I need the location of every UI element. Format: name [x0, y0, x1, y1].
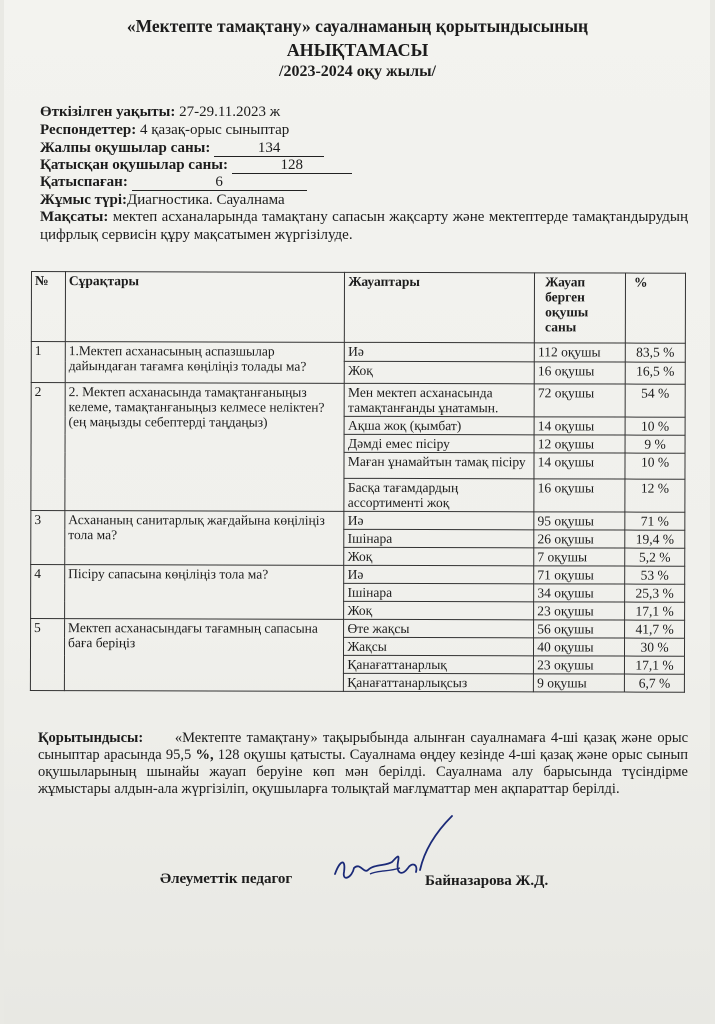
meta-absent	[40, 173, 307, 192]
meta-work-type-value: Диагностика. Сауалнама	[127, 192, 285, 208]
answer-count: 23 оқушы	[534, 656, 625, 674]
meta-total-label: Жалпы оқушылар саны:	[40, 140, 211, 156]
question-number: 1	[31, 342, 65, 383]
answer-percent: 10 %	[625, 453, 685, 479]
answer-option: Қанағаттанарлық	[344, 655, 534, 673]
meta-total-value: 134	[214, 140, 324, 157]
answer-option: Ішінара	[344, 529, 534, 547]
answer-option: Жоқ	[344, 601, 534, 619]
answer-option: Қанағаттанарлықсыз	[344, 673, 534, 691]
answer-count: 95 оқушы	[534, 512, 625, 530]
table-row	[31, 342, 685, 363]
conclusion-percent: %,	[195, 747, 214, 763]
answer-percent: 53 %	[625, 566, 685, 584]
meta-purpose-label: Мақсаты:	[40, 209, 109, 225]
document-title-line3: /2023-2024 оқу жылы/	[279, 63, 436, 80]
question-number: 3	[31, 511, 65, 565]
meta-respondents	[40, 121, 289, 140]
document-title-line2: АНЫҚТАМАСЫ	[286, 40, 429, 60]
table-row	[31, 383, 685, 418]
conclusion-label: Қорытындысы:	[38, 730, 144, 746]
answer-percent: 19,4 %	[625, 530, 685, 548]
answer-count: 71 оқушы	[534, 566, 625, 584]
signatory-role: Әлеуметтік педагог	[160, 871, 293, 887]
answer-count: 16 оқушы	[534, 362, 625, 384]
answer-option: Жоқ	[344, 547, 534, 565]
answer-option: Жақсы	[344, 637, 534, 655]
answer-count: 16 оқушы	[534, 479, 625, 512]
meta-respondents-value: 4 қазақ-орыс сыныптар	[139, 122, 290, 138]
answer-percent: 12 %	[625, 479, 685, 512]
answer-option: Иә	[344, 511, 534, 529]
answer-count: 7 оқушы	[534, 548, 625, 566]
answer-option: Жоқ	[345, 361, 535, 383]
answer-count: 23 оқушы	[534, 602, 625, 620]
header-answers: Жауаптары	[345, 272, 535, 342]
answer-count: 112 оқушы	[534, 343, 625, 362]
conclusion-topic: «Мектепте тамақтану»	[174, 730, 318, 746]
answer-option: Дәмді емес пісіру	[344, 434, 534, 452]
answer-percent: 54 %	[625, 384, 685, 417]
answer-percent: 41,7 %	[625, 620, 685, 638]
header-count: Жауап берген оқушы саны	[535, 273, 626, 343]
question-number: 4	[31, 565, 65, 619]
question-number: 2	[31, 383, 65, 511]
header-no: №	[31, 272, 65, 342]
meta-date-label: Өткізілген уақыты:	[40, 104, 176, 120]
answer-count: 56 оқушы	[534, 620, 625, 638]
signatory-name: Байназарова Ж.Д.	[425, 873, 549, 889]
question-text: Мектеп асханасындағы тағамның сапасына баға беріңіз	[64, 619, 344, 692]
answer-percent: 9 %	[625, 435, 685, 453]
conclusion	[38, 730, 688, 798]
meta-date	[40, 103, 280, 122]
answer-percent: 16,5 %	[625, 362, 685, 384]
answer-count: 34 оқушы	[534, 584, 625, 602]
meta-purpose	[40, 208, 688, 244]
answer-percent: 30 %	[625, 638, 685, 656]
answer-percent: 10 %	[625, 417, 685, 435]
answer-option: Өте жақсы	[344, 619, 534, 637]
meta-absent-label: Қатыспаған:	[40, 174, 128, 190]
meta-participated-value: 128	[232, 157, 352, 174]
question-text: Асхананың санитарлық жағдайына көңіліңіз тола ма?	[65, 511, 345, 566]
meta-work-type-label: Жұмыс түрі:	[40, 192, 128, 208]
question-text: Пісіру сапасына көңіліңіз тола ма?	[65, 565, 345, 620]
meta-purpose-value: мектеп асханаларында тамақтану сапасын жақсарту және мектептерде тамақтандырудың цифрлық сервисін құру мақсатымен жүргізілуде.	[40, 209, 689, 243]
meta-date-value: 27-29.11.2023 ж	[179, 104, 281, 120]
answer-option: Мен мектеп асханасында тамақтанғанды ұнатамын.	[345, 383, 535, 416]
meta-respondents-label: Респондеттер:	[40, 122, 137, 138]
answer-count: 9 оқушы	[534, 674, 625, 692]
table-row	[31, 511, 685, 531]
answer-percent: 6,7 %	[624, 674, 684, 692]
answer-percent: 25,3 %	[625, 584, 685, 602]
answer-percent: 17,1 %	[625, 656, 685, 674]
question-text: 2. Мектеп асханасында тамақтанғаныңыз келеме, тамақтанғаныңыз келмесе неліктен? (ең маңызды себептерді таңдаңыз)	[65, 383, 345, 512]
table-row	[31, 619, 685, 639]
question-text: 1.Мектеп асханасының аспазшылар дайындаған тағамға көңіліңіз толады ма?	[65, 342, 345, 384]
answer-count: 12 оқушы	[534, 435, 625, 453]
answer-option: Маған ұнамайтын тамақ пісіру	[344, 452, 534, 478]
answer-option: Ішінара	[344, 583, 534, 601]
answer-option: Иә	[345, 342, 535, 361]
conclusion-text-b: 128 оқушы қатысты. Сауалнама өңдеу кезінде 4-ші қазақ және орыс сынып оқушыларының шынайы жауап беруіне көп мән берілді. Сауалнама алу барысында түсіндірме жұмыстары алдын-ала жүргізіліп, оқушыларға толықтай мағлұматтар мен ақпараттар берілді.	[38, 747, 689, 797]
answer-count: 72 оқушы	[534, 384, 625, 417]
table-header-row	[31, 272, 685, 344]
meta-absent-value: 6	[132, 174, 307, 191]
answer-option: Иә	[344, 565, 534, 583]
answer-option: Басқа тағамдардың ассортименті жоқ	[344, 478, 534, 511]
answer-count: 14 оқушы	[534, 417, 625, 435]
answer-count: 26 оқушы	[534, 530, 625, 548]
header-question: Сұрақтары	[65, 272, 345, 343]
answer-count: 14 оқушы	[534, 453, 625, 479]
answer-percent: 71 %	[625, 512, 685, 530]
table-row	[31, 565, 685, 585]
answer-count: 40 оқушы	[534, 638, 625, 656]
answer-percent: 5,2 %	[625, 548, 685, 566]
answer-percent: 83,5 %	[625, 343, 685, 362]
survey-results-table	[30, 271, 686, 693]
answer-option: Ақша жоқ (қымбат)	[344, 416, 534, 434]
header-percent: %	[625, 273, 685, 343]
conclusion-text-a: тақырыбында алынған сауалнамаға 4-ші қазақ және орыс сыныптар арасында 95,5	[38, 730, 689, 763]
answer-percent: 17,1 %	[625, 602, 685, 620]
question-number: 5	[30, 619, 64, 691]
document-title-line1: «Мектепте тамақтану» сауалнаманың қорытындысының	[126, 16, 589, 36]
meta-participated-label: Қатысқан оқушылар саны:	[40, 157, 228, 173]
